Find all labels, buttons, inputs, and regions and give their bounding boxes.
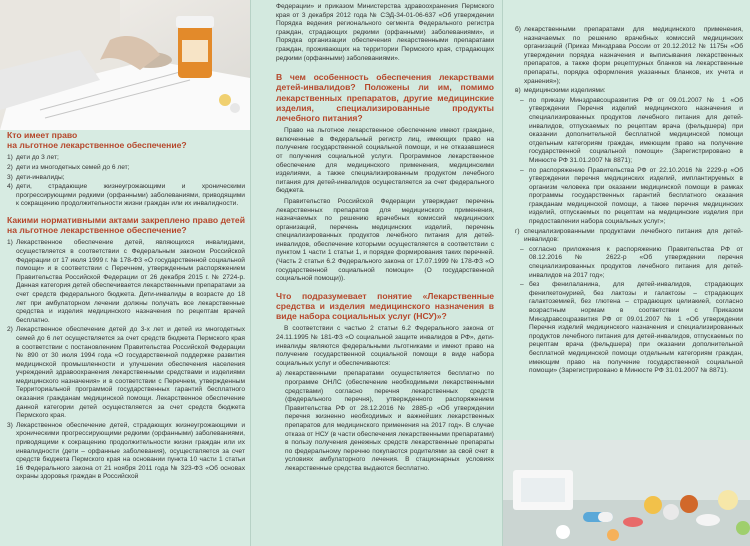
paragraph: Федерации» и приказом Министерства здравоохранения Пермского края от 3 декабря 2012 года № СЭД-34-01-06-637 «Об утверждении Порядка ведения регионального сегмента Федерального регистра граждан, страдающих редкими (орфанными) заболеваниями», и Порядка организации обеспечения лекарственными препаратами граждан, проживающих на территории Пермского края, страдающих редкими (орфанными) заболеваниями». <box>276 3 494 62</box>
nutrition-list <box>515 228 743 245</box>
legal-acts-list <box>7 239 245 482</box>
heading-who-eligible: Кто имеет право на льготное лекарственное обеспечение? <box>7 130 187 151</box>
list-item: г) специализированными продуктами лечебного питания для детей-инвалидов: <box>515 227 743 244</box>
list-item: 2) Лекарственное обеспечение детей до 3-х лет и детей из многодетных семей до 6 лет осуществляется за счет средств бюджета Пермского края в соответствии с постановлением Правительства Российской Федерации № 890 от 30 июля 1994 года «О государственной поддержке развития медицинской промышленности и улучшении обеспечения населения учреждений здравоохранения лекарственными средствами и изделиями медицинского назначения» и в соответствии с Перечнем, утвержденным Территориальной программой государственных гарантий бесплатного оказания гражданам медицинской помощи. Лекарственное обеспечение данной категории детей осуществляется за счет средств бюджета Пермского края. <box>7 326 245 420</box>
list-item: – по приказу Минздравсоцразвития РФ от 09.01.2007 № 1 «Об утверждении Перечня изделий медицинского назначения и специализированных продуктов лечебного питания для детей-инвалидов, отпускаемых по рецептам врача (фельдшера) при оказании дополнительной бесплатной медицинской помощи отдельным категориям граждан, имеющим право на получение государственной социальной помощи» (Зарегистрировано в Минюсте РФ 31.01.2007 № 8871); <box>520 96 743 164</box>
doctor-prescription-photo <box>0 0 250 130</box>
list-item: – согласно приложения к распоряжению Правительства РФ от 08.12.2016 № 2622-р «Об утверждении перечня специализированных продуктов лечебного питания для детей-инвалидов на 2017 год»; <box>520 245 743 279</box>
list-item: 4) дети, страдающие жизнеугрожающими и хроническими прогрессирующими редкими (орфанными) заболеваниями, приводящими к сокращению продолжительности жизни граждан или их инвалидности. <box>7 183 245 208</box>
list-item: – по распоряжению Правительства РФ от 22.10.2016 № 2229-р «Об утверждении перечня медицинских изделий, имплантируемых в организм человека при оказании медицинской помощи в рамках программы государственных гарантий бесплатного оказания гражданам медицинской помощи, а также перечня медицинских изделий, отпускаемых по рецептам на медицинские изделия при предоставлении набора социальных услуг»; <box>520 166 743 226</box>
panel-left <box>0 0 250 546</box>
list-item: 3) дети-инвалиды; <box>7 173 65 181</box>
list-item: 1) Лекарственное обеспечение детей, являющихся инвалидами, осуществляется в соответствии с Федеральным законом Российской Федерации от 17 июля 1999 г. № 178-ФЗ «О государственной социальной помощи» и в соответствии с Перечнем, утвержденным распоряжением Правительства Российской Федерации от 26 декабря 2015 г. № 2724-р. Данная категория детей обеспечивается лекарственными препаратами за счет средств федерального бюджета. Дети-инвалиды в возрасте до 18 лет при амбулаторном лечении должны получать все лекарственные средства и изделия медицинского назначения по рецептам врачей бесплатно. <box>7 239 245 324</box>
list-item: б) лекарственными препаратами для медицинского применения, назначаемых по решению врачебных комиссий медицинских организаций (Приказ Минздрава России от 20.12.2012 № 1175н «Об утверждении порядка назначения и выписывания лекарственных препаратов, а также форм рецептурных бланков на лекарственные препараты, порядка оформления указанных бланков, их учета и хранения»); <box>515 26 743 85</box>
supply-list <box>515 26 743 96</box>
nsu-list <box>276 370 494 473</box>
list-item: 1) дети до 3 лет; <box>7 154 59 162</box>
heading-nsu: Что подразумевает понятие «Лекарственные средства и изделия медицинского назначения в виде набора социальных услуг (НСУ)»? <box>276 290 494 322</box>
panel-middle <box>250 0 502 546</box>
list-item: – без фенилаланина, для детей-инвалидов, страдающих фенилкетонурией, без лактозы и галактозы – страдающих галактоземией, без глютена – страдающих целиакией, согласно возрастным нормам в соответствии с Приказом Минздравсоцразвития РФ от 09.01.2007 № 1 «Об утверждении Перечня изделий медицинского назначения и специализированных продуктов лечебного питания для детей-инвалидов, отпускаемых по рецептам врача (фельдшера) при оказании дополнительной бесплатной медицинской помощи отдельным категориям граждан, имеющим право на получение государственной социальной помощи» (Зарегистрировано в Минюсте РФ 31.01.2007 № 8871). <box>520 281 743 375</box>
paragraph: Правительство Российской Федерации утверждает перечень лекарственных препаратов для медицинского применения, назначаемых по решению врачебных комиссий медицинских организаций, перечень медицинских изделий, перечень специализированных продуктов лечебного питания для детей-инвалидов, обеспечение которыми осуществляется в соответствии с пунктом 1 части 1 статьи 1, и порядке формирования таких перечней. (Часть 2 статьи 6.2 Федерального закона от 17.07.1999 № 178-ФЗ «О государственной социальной помощи» (О государственной социальной помощи)). <box>276 197 494 283</box>
heading-legal-acts: Какими нормативными актами закреплено право детей на льготное лекарственное обеспечение? <box>7 214 245 236</box>
panel-right <box>502 0 750 546</box>
heading-disabled-children: В чем особенность обеспечения лекарствами детей-инвалидов? Положены ли им, помимо лекарственных препаратов, другие медицинские изделия, специализированные продукты лечебного питания? <box>276 72 494 123</box>
list-item: а) лекарственными препаратами осуществляется бесплатно по программе ОНЛС (обеспечение необходимыми лекарственными средствами) согласно перечня лекарственных средств (федерального перечня), утвержденного распоряжением Правительства РФ от 28.12.2016 № 2885-р «Об утверждении перечня жизненно необходимых и важнейших лекарственных препаратов для медицинского применения на 2017 год». В случае отказа от НСУ (в части обеспечения лекарственными препаратами) в пользу получения денежных средств лекарственные препараты по федеральному перечню покупаются родителями за свой счет в условиях амбулаторного лечения. В стационарных условиях лекарственные средства выдаются бесплатно. <box>276 370 494 472</box>
paragraph: В соответствии с частью 2 статьи 6.2 Федерального закона от 24.11.1995 № 181-ФЗ «О социальной защите инвалидов в РФ», дети-инвалиды являются федеральными льготниками и имеют право на получение государственной социальной помощи в виде набора социальных услуг и обеспечиваются: <box>276 325 494 367</box>
paragraph: Право на льготное лекарственное обеспечение имеют граждане, включенные в Федеральный регистр лиц, имеющих право на получение государственной социальной помощи, и не отказавшиеся от получения социальной услуги. Программное лекарственное обеспечение для медицинского применения, медицинскими изделиями, а также специализированным продуктом лечебного питания для детей-инвалидов осуществляется за счет федерального бюджета. <box>276 127 494 195</box>
pills-photo <box>503 440 750 546</box>
nutrition-sublist <box>515 246 743 376</box>
medical-devices-sublist <box>515 97 743 227</box>
list-item: 3) Лекарственное обеспечение детей, страдающих жизнеугрожающими и хроническими прогрессирующими редкими (орфанными) заболеваниями, приводящими к сокращению продолжительности жизни граждан или их инвалидности (дети – орфанные заболевания), осуществляется за счет средств бюджета Пермского края на основании пункта 10 части 1 статьи 16 Федерального закона от 21 ноября 2011 года № 323-ФЗ «Об основах охраны здоровья граждан в Российской <box>7 421 245 481</box>
eligible-list <box>7 154 245 209</box>
list-item: 2) дети из многодетных семей до 6 лет; <box>7 164 130 171</box>
list-item: в) медицинскими изделиями: <box>515 87 606 95</box>
